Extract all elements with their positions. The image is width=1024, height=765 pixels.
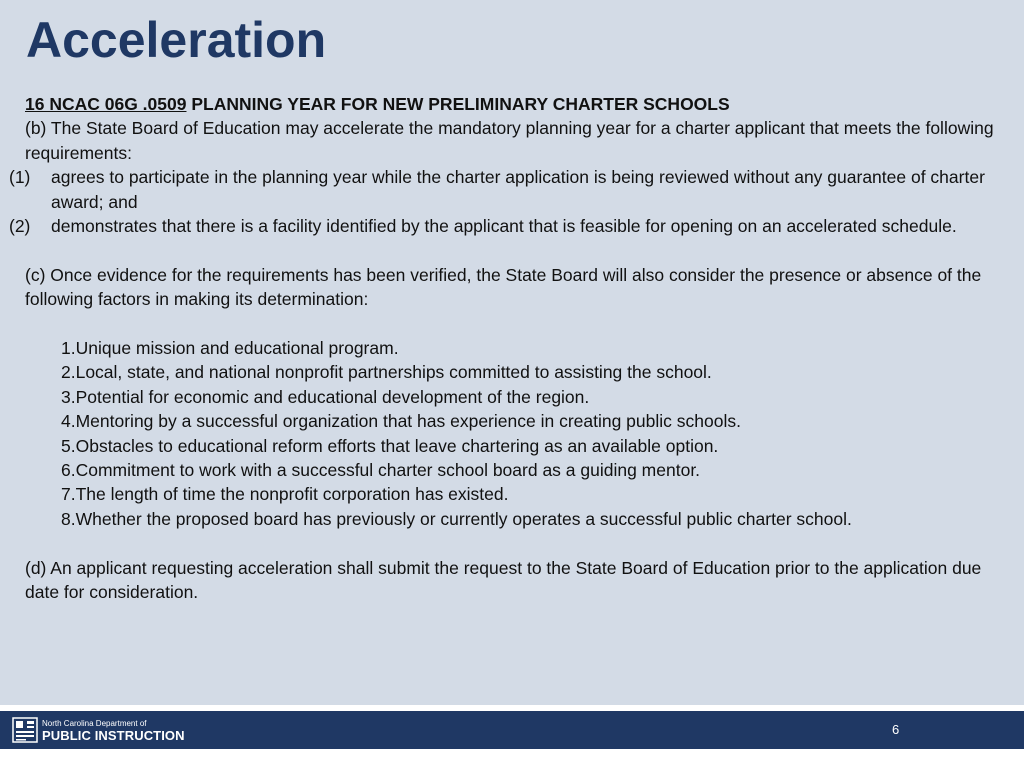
factor-item: 5.Obstacles to educational reform efforts that leave chartering as an available option. [61, 435, 719, 456]
org-name-line1: North Carolina Department of [42, 719, 147, 728]
spacer [25, 312, 1005, 336]
page-number: 6 [892, 722, 900, 737]
requirement-number: (2) [9, 216, 31, 237]
factor-item: 8.Whether the proposed board has previously or currently operates a successful public charter school. [61, 508, 852, 529]
rule-heading [25, 92, 1005, 116]
ncdpi-logo-icon [12, 717, 38, 743]
factor-item: 3.Potential for economic and educational development of the region. [61, 386, 590, 407]
requirement-text: agrees to participate in the planning year while the charter application is being reviewed without any guarantee of charter award; and [51, 167, 985, 212]
org-name-line2: PUBLIC INSTRUCTION [42, 728, 185, 743]
spacer [25, 238, 1005, 262]
factor-item: 1.Unique mission and educational program. [61, 338, 399, 359]
paragraph-d: (d) An applicant requesting acceleration shall submit the request to the State Board of Education prior to the application due date for consideration. [25, 557, 982, 603]
paragraph-c: (c) Once evidence for the requirements has been verified, the State Board will also consider the presence or absence of the following factors in making its determination: [25, 264, 982, 310]
footer-divider [0, 705, 1024, 709]
rule-code: 16 NCAC 06G .0509 [25, 94, 187, 114]
factor-item: 7.The length of time the nonprofit corporation has existed. [61, 484, 509, 505]
factors-list [25, 336, 1005, 531]
requirement-item [9, 214, 1005, 238]
requirement-text: demonstrates that there is a facility identified by the applicant that is feasible for opening on an accelerated schedule. [51, 216, 957, 237]
factor-item: 6.Commitment to work with a successful charter school board as a guiding mentor. [61, 460, 701, 481]
spacer [25, 531, 1005, 555]
requirement-number: (1) [9, 167, 31, 188]
footer-bar [0, 711, 1024, 749]
requirements-list [9, 165, 1005, 238]
requirement-item [9, 165, 1005, 214]
paragraph-b: (b) The State Board of Education may accelerate the mandatory planning year for a charter applicant that meets the following requirements: [25, 118, 994, 163]
slide-body [9, 92, 1005, 604]
factor-item: 2.Local, state, and national nonprofit partnerships committed to assisting the school. [61, 362, 712, 383]
slide-title: Acceleration [26, 12, 327, 68]
rule-title: PLANNING YEAR FOR NEW PRELIMINARY CHARTER SCHOOLS [186, 94, 730, 114]
factor-item: 4.Mentoring by a successful organization that has experience in creating public schools. [61, 411, 741, 432]
